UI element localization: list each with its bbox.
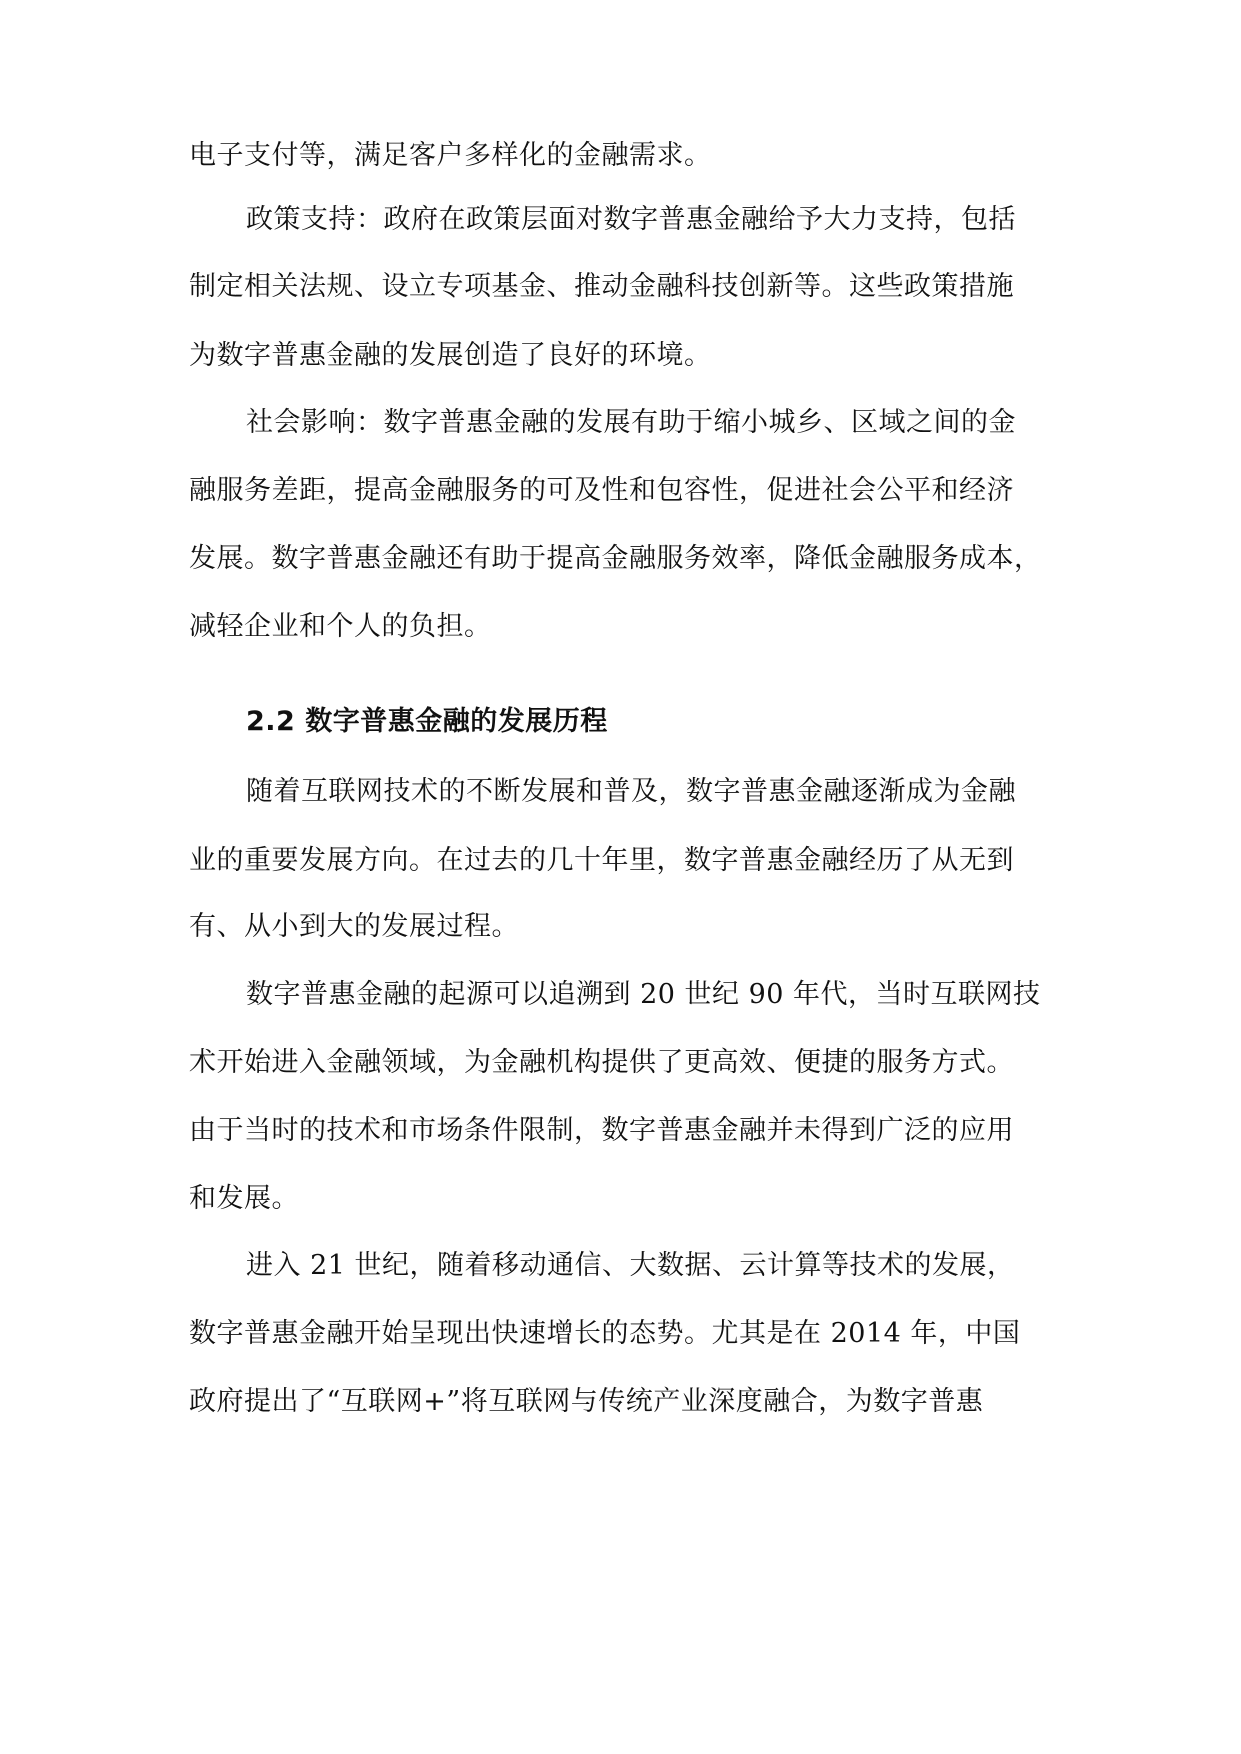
- paragraph-line: 社会影响：数字普惠金融的发展有助于缩小城乡、区域之间的金: [246, 407, 1016, 438]
- paragraph-line: 和发展。: [189, 1183, 299, 1214]
- paragraph-line: 数字普惠金融开始呈现出快速增长的态势。尤其是在 2014 年，中国: [189, 1318, 1021, 1349]
- paragraph-line: 电子支付等，满足客户多样化的金融需求。: [189, 140, 712, 171]
- paragraph-line: 为数字普惠金融的发展创造了良好的环境。: [189, 340, 712, 371]
- paragraph-line: 发展。数字普惠金融还有助于提高金融服务效率，降低金融服务成本，: [189, 543, 1042, 574]
- paragraph-line: 有、从小到大的发展过程。: [189, 911, 519, 942]
- paragraph-line: 术开始进入金融领域，为金融机构提供了更高效、便捷的服务方式。: [189, 1047, 1014, 1078]
- paragraph-line: 随着互联网技术的不断发展和普及，数字普惠金融逐渐成为金融: [246, 776, 1016, 807]
- paragraph-line: 数字普惠金融的起源可以追溯到 20 世纪 90 年代，当时互联网技: [246, 979, 1041, 1010]
- paragraph-line: 政策支持：政府在政策层面对数字普惠金融给予大力支持，包括: [246, 204, 1016, 235]
- paragraph-line: 政府提出了“互联网+”将互联网与传统产业深度融合，为数字普惠: [189, 1386, 984, 1417]
- paragraph-line: 制定相关法规、设立专项基金、推动金融科技创新等。这些政策措施: [189, 271, 1014, 302]
- paragraph-line: 由于当时的技术和市场条件限制，数字普惠金融并未得到广泛的应用: [189, 1115, 1014, 1146]
- paragraph-line: 进入 21 世纪，随着移动通信、大数据、云计算等技术的发展，: [246, 1250, 1015, 1281]
- section-heading: 2.2 数字普惠金融的发展历程: [246, 706, 608, 737]
- paragraph-line: 减轻企业和个人的负担。: [189, 611, 492, 642]
- paragraph-line: 融服务差距，提高金融服务的可及性和包容性，促进社会公平和经济: [189, 475, 1014, 506]
- paragraph-line: 业的重要发展方向。在过去的几十年里，数字普惠金融经历了从无到: [189, 845, 1014, 876]
